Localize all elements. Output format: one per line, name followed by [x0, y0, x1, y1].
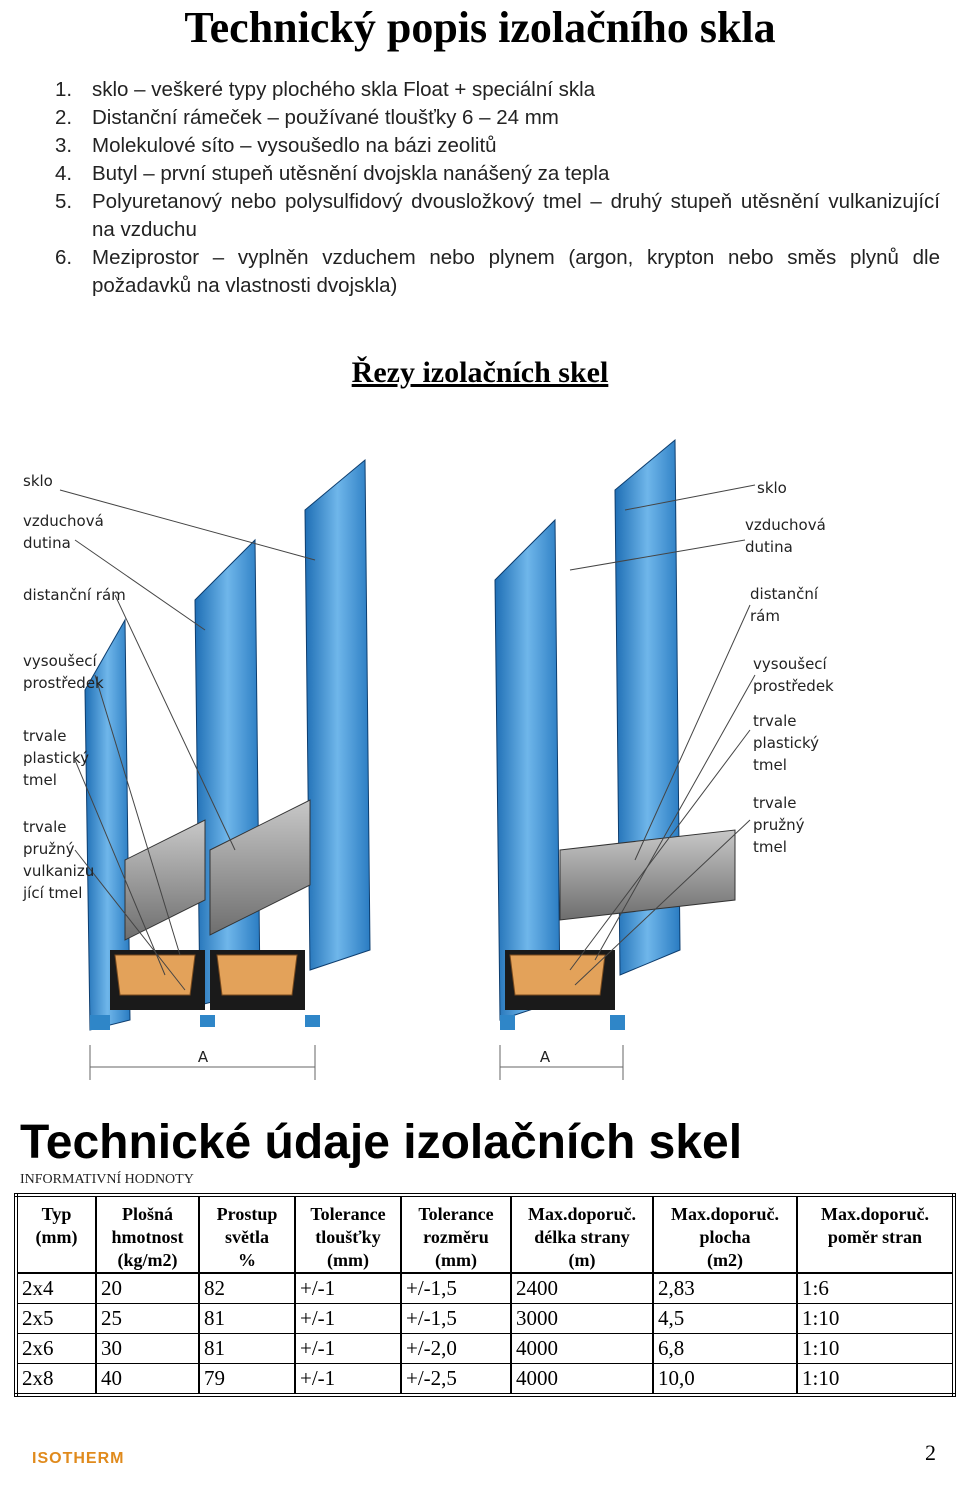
dimension-a-right [500, 1045, 623, 1080]
label-glass: sklo [757, 479, 787, 497]
glass-edge [200, 1015, 215, 1027]
table-row: 2x5 25 81 +/-1 +/-1,5 3000 4,5 1:10 [16, 1304, 954, 1334]
label-elastic-sealant: trvale [23, 818, 67, 836]
list-item: 4. Butyl – první stupeň utěsnění dvojskla nanášený za tepla [55, 162, 610, 185]
table-row: 2x4 20 82 +/-1 +/-1,5 2400 2,83 1:6 [16, 1273, 954, 1304]
list-item: 2. Distanční rámeček – používané tloušťky 6 – 24 mm [55, 106, 559, 129]
col-header-thickness-tolerance: Tolerance tloušťky (mm) [295, 1195, 401, 1273]
label-elastic-sealant: tmel [753, 838, 787, 856]
list-item: 5. Polyuretanový nebo polysulfidový dvousložkový tmel – druhý stupeň utěsnění vulkanizující na vzduchu [55, 190, 940, 241]
label-plastic-sealant: tmel [23, 771, 57, 789]
section-subtitle: Řezy izolačních skel [351, 356, 609, 389]
spacer-frame [125, 820, 205, 940]
glass-edge [500, 1015, 515, 1030]
page-number: 2 [925, 1440, 936, 1465]
table-row: 2x6 30 81 +/-1 +/-2,0 4000 6,8 1:10 [16, 1334, 954, 1364]
section-heading: Technické údaje izolačních skel [20, 1116, 743, 1169]
label-plastic-sealant: plastický [753, 734, 820, 752]
glass-edge [90, 1015, 110, 1030]
desiccant [510, 955, 605, 995]
table-row: 2x8 40 79 +/-1 +/-2,5 4000 10,0 1:10 [16, 1364, 954, 1396]
glass-pane [195, 540, 260, 1005]
triple-glazing-section [85, 460, 370, 1030]
technical-data-table [14, 1193, 956, 1397]
company-logo: ISOTHERM [32, 1450, 125, 1467]
col-header-max-ratio: Max.doporuč. poměr stran [797, 1195, 954, 1273]
label-glass: sklo [23, 472, 53, 490]
label-plastic-sealant: trvale [753, 712, 797, 730]
col-header-size-tolerance: Tolerance rozměru (mm) [401, 1195, 511, 1273]
table-header-row [16, 1195, 954, 1273]
list-item: 3. Molekulové síto – vysoušedlo na bázi zeolitů [55, 134, 497, 157]
spacer-frame [560, 830, 735, 920]
desiccant [115, 955, 195, 995]
glass-edge [610, 1015, 625, 1030]
dimension-label: A [197, 1048, 209, 1066]
label-cavity: dutina [23, 534, 71, 552]
col-header-max-area: Max.doporuč. plocha (m2) [653, 1195, 797, 1273]
col-header-weight: Plošná hmotnost (kg/m2) [96, 1195, 199, 1273]
col-header-type: Typ (mm) [16, 1195, 96, 1273]
col-header-max-length: Max.doporuč. délka strany (m) [511, 1195, 653, 1273]
dimension-a-left [90, 1045, 315, 1080]
label-cavity: vzduchová [745, 516, 826, 534]
label-desiccant: vysoušecí [753, 655, 827, 673]
page-title: Technický popis izolačního skla [184, 3, 776, 52]
label-plastic-sealant: plastický [23, 749, 90, 767]
label-desiccant: prostředek [23, 674, 104, 692]
label-elastic-sealant: vulkanizu [23, 862, 95, 880]
glass-edge [305, 1015, 320, 1027]
label-cavity: vzduchová [23, 512, 104, 530]
label-desiccant: vysoušecí [23, 652, 97, 670]
list-item: 1. sklo – veškeré typy plochého skla Float + speciální skla [55, 78, 596, 101]
label-spacer: rám [750, 607, 780, 625]
dimension-label: A [539, 1048, 551, 1066]
desiccant [217, 955, 297, 995]
label-desiccant: prostředek [753, 677, 834, 695]
glass-pane [305, 460, 370, 970]
label-spacer: distanční rám [23, 586, 126, 604]
glass-cross-section-diagram [15, 430, 945, 1095]
label-plastic-sealant: trvale [23, 727, 67, 745]
glass-pane [495, 520, 560, 1020]
label-elastic-sealant: pružný [753, 816, 805, 834]
list-item: 6. Meziprostor – vyplněn vzduchem nebo plynem (argon, krypton nebo směs plynů dle požadavků na vlastnosti dvojskla) [55, 246, 940, 297]
component-list [55, 76, 940, 300]
label-elastic-sealant: jící tmel [23, 884, 83, 902]
double-glazing-section [495, 440, 735, 1030]
informative-note: INFORMATIVNÍ HODNOTY [20, 1172, 194, 1187]
label-elastic-sealant: pružný [23, 840, 75, 858]
label-plastic-sealant: tmel [753, 756, 787, 774]
col-header-light: Prostup světla % [199, 1195, 295, 1273]
label-spacer: distanční [750, 585, 819, 603]
label-cavity: dutina [745, 538, 793, 556]
label-elastic-sealant: trvale [753, 794, 797, 812]
